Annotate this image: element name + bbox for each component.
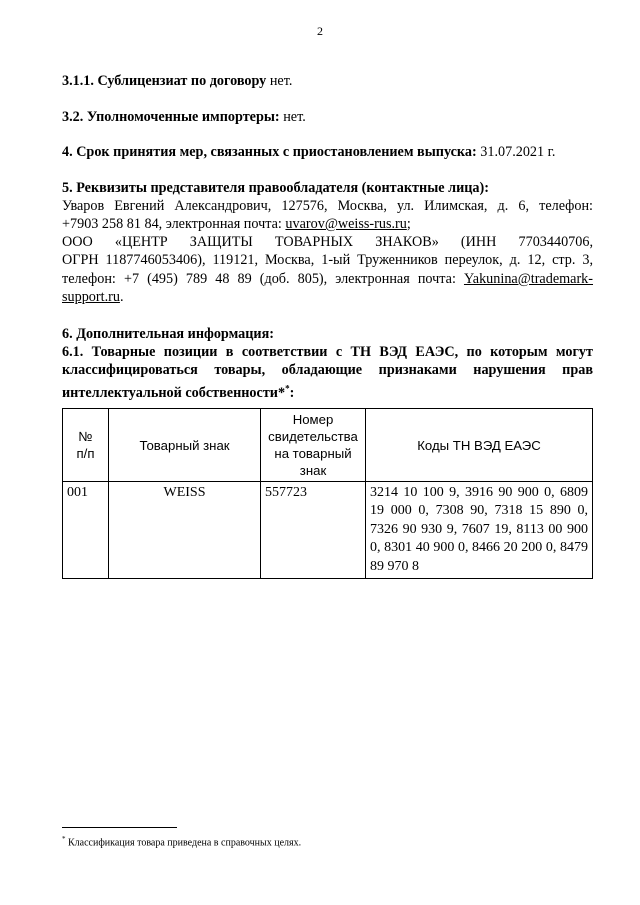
section-3-1-1 — [62, 72, 593, 90]
section-4-heading: 4. Срок принятия мер, связанных с приостановлением выпуска: — [62, 144, 477, 161]
section-5 — [62, 179, 593, 306]
section-4 — [62, 143, 593, 161]
section-3-1-1-value: нет. — [266, 73, 293, 89]
section-3-1-1-heading: 3.1.1. Сублицензиат по договору — [62, 73, 267, 89]
footnote — [62, 833, 593, 849]
col-header-number: № п/п — [63, 409, 109, 482]
contact-2-line-4: support.ru. — [62, 288, 124, 305]
contact-1-line-1: Уваров Евгений Александрович, 127576, Москва, ул. Илимская, д. 6, телефон: — [62, 197, 593, 214]
email-link-1[interactable]: uvarov@weiss-rus.ru — [285, 216, 407, 233]
cell-trademark: WEISS — [109, 482, 261, 579]
section-6 — [62, 325, 593, 343]
contact-2-line-2: ОГРН 1187746053406), 119121, Москва, 1-ый Труженников переулок, д. 12, стр. 3, — [62, 252, 593, 269]
page-number: 2 — [317, 24, 323, 38]
section-3-2 — [62, 108, 593, 126]
section-6-1-heading-line-3: интеллектуальной собственности**: — [62, 383, 295, 402]
col-header-certificate: Номер свидетельства на товарный знак — [261, 409, 366, 482]
section-4-value: 31.07.2021 г. — [476, 144, 556, 161]
table-header-row — [63, 409, 593, 482]
cell-number: 001 — [63, 482, 109, 579]
section-3-2-value: нет. — [279, 109, 306, 126]
col-header-trademark: Товарный знак — [109, 409, 261, 482]
goods-table — [62, 408, 593, 579]
section-3-2-heading: 3.2. Уполномоченные импортеры: — [62, 109, 280, 126]
section-6-1-heading-line-2: классифицироваться товары, обладающие признаками нарушения прав — [62, 362, 593, 379]
email-link-2a[interactable]: Yakunina@trademark- — [463, 270, 593, 287]
section-6-heading: 6. Дополнительная информация: — [62, 326, 274, 343]
footnote-mark: * — [62, 835, 66, 843]
document-body — [62, 72, 593, 403]
email-link-2b[interactable]: support.ru — [62, 288, 120, 305]
cell-certificate: 557723 — [261, 482, 366, 579]
footnote-text: Классификация товара приведена в справочных целях. — [65, 837, 302, 849]
col-header-codes: Коды ТН ВЭД ЕАЭС — [366, 409, 593, 482]
cell-codes: 3214 10 100 9, 3916 90 900 0, 6809 19 000 0, 7308 90, 7318 15 890 0, 7326 90 930 9, 7607 19, 8113 00 900 0, 8301 40 900 0, 8466 20 200 0, 8479 89 970 8 — [366, 482, 593, 579]
footnote-divider — [62, 827, 177, 828]
section-6-1-heading-line-1: 6.1. Товарные позиции в соответствии с ТН ВЭД ЕАЭС, по которым могут — [62, 344, 593, 361]
contact-2-line-3: телефон: +7 (495) 789 48 89 (доб. 805), электронная почта: Yakunina@trademark- — [62, 270, 593, 287]
section-6-1 — [62, 343, 593, 402]
footnote-ref: * — [285, 383, 290, 394]
contact-1-line-2: +7903 258 81 84, электронная почта: uvarov@weiss-rus.ru; — [62, 216, 411, 233]
section-5-heading: 5. Реквизиты представителя правообладателя (контактные лица): — [62, 179, 489, 196]
contact-2-line-1: ООО «ЦЕНТР ЗАЩИТЫ ТОВАРНЫХ ЗНАКОВ» (ИНН 7703440706, — [62, 234, 593, 251]
table-row — [63, 482, 593, 579]
